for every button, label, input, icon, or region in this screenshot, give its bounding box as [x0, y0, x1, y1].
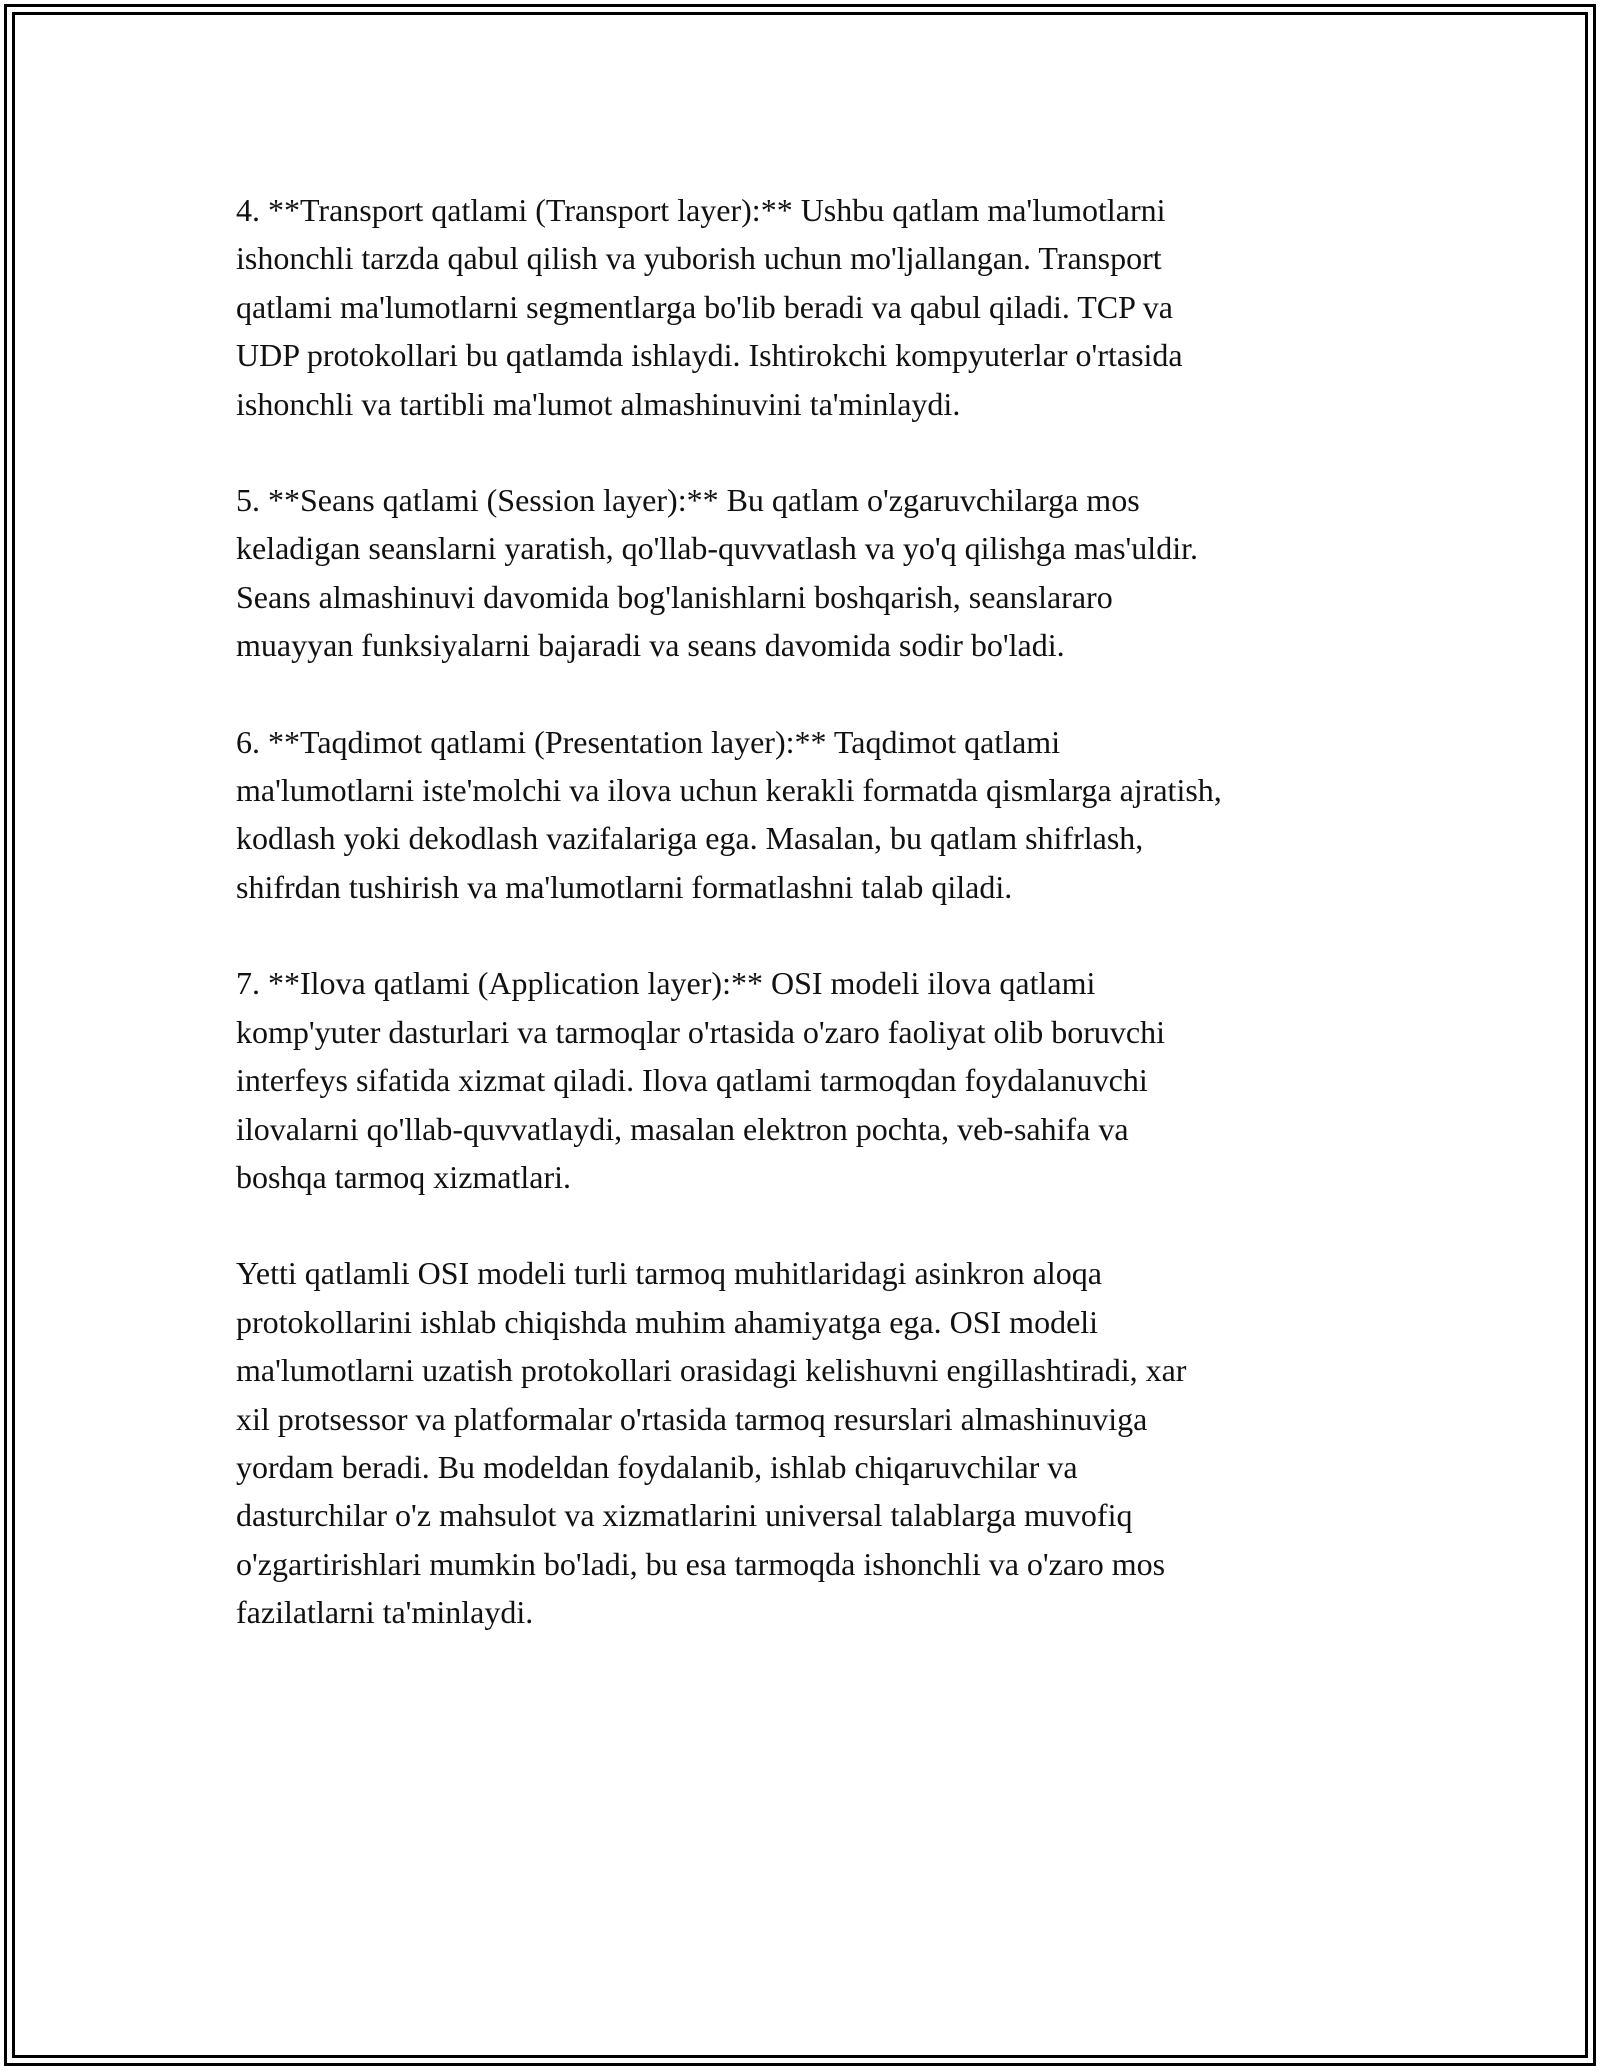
text-line: boshqa tarmoq xizmatlari. [236, 1158, 572, 1195]
text-line: 6. **Taqdimot qatlami (Presentation layer):** Taqdimot qatlami [236, 723, 1061, 760]
text-line: komp'yuter dasturlari va tarmoqlar o'rtasida o'zaro faoliyat olib boruvchi [236, 1013, 1165, 1050]
text-line: protokollarini ishlab chiqishda muhim ahamiyatga ega. OSI modeli [236, 1303, 1099, 1340]
text-line: Yetti qatlamli OSI modeli turli tarmoq muhitlaridagi asinkron aloqa [236, 1255, 1102, 1292]
text-line: yordam beradi. Bu modeldan foydalanib, ishlab chiqaruvchilar va [236, 1448, 1078, 1485]
text-line: dasturchilar o'z mahsulot va xizmatlarini universal talablarga muvofiq [236, 1497, 1133, 1534]
text-line: ma'lumotlarni iste'molchi va ilova uchun kerakli formatda qismlarga ajratish, [236, 772, 1222, 809]
text-line: o'zgartirishlari mumkin bo'ladi, bu esa tarmoqda ishonchli va o'zaro mos [236, 1545, 1166, 1582]
paragraph-osi-summary [236, 1249, 1376, 1636]
text-line: qatlami ma'lumotlarni segmentlarga bo'lib beradi va qabul qiladi. TCP va [236, 288, 1173, 325]
text-line: xil protsessor va platformalar o'rtasida tarmoq resurslari almashinuviga [236, 1400, 1148, 1437]
paragraph-session-layer [236, 476, 1376, 670]
text-line: 4. **Transport qatlami (Transport layer):** Ushbu qatlam ma'lumotlarni [236, 192, 1166, 228]
text-line: fazilatlarni ta'minlaydi. [236, 1594, 534, 1631]
document-body [236, 186, 1376, 1685]
text-line: keladigan seanslarni yaratish, qo'llab-quvvatlash va yo'q qilishga mas'uldir. [236, 530, 1198, 567]
text-line: 7. **Ilova qatlami (Application layer):** OSI modeli ilova qatlami [236, 965, 1096, 1002]
text-line: kodlash yoki dekodlash vazifalariga ega. Masalan, bu qatlam shifrlash, [236, 820, 1144, 857]
text-line: ilovalarni qo'llab-quvvatlaydi, masalan elektron pochta, veb-sahifa va [236, 1110, 1129, 1147]
text-line: interfeys sifatida xizmat qiladi. Ilova qatlami tarmoqdan foydalanuvchi [236, 1062, 1148, 1099]
text-line: shifrdan tushirish va ma'lumotlarni formatlashni talab qiladi. [236, 868, 1013, 905]
text-line: 5. **Seans qatlami (Session layer):** Bu qatlam o'zgaruvchilarga mos [236, 482, 1140, 519]
text-line: Seans almashinuvi davomida bog'lanishlarni boshqarish, seanslararo [236, 578, 1113, 615]
paragraph-application-layer [236, 959, 1376, 1201]
text-line: UDP protokollari bu qatlamda ishlaydi. Ishtirokchi kompyuterlar o'rtasida [236, 337, 1183, 374]
text-line: ishonchli va tartibli ma'lumot almashinuvini ta'minlaydi. [236, 385, 961, 422]
text-line: muayyan funksiyalarni bajaradi va seans davomida sodir bo'ladi. [236, 627, 1065, 664]
text-line: ishonchli tarzda qabul qilish va yuborish uchun mo'ljallangan. Transport [236, 240, 1162, 277]
text-line: ma'lumotlarni uzatish protokollari orasidagi kelishuvni engillashtiradi, xar [236, 1352, 1187, 1389]
paragraph-presentation-layer [236, 718, 1376, 912]
paragraph-transport-layer [236, 186, 1376, 428]
